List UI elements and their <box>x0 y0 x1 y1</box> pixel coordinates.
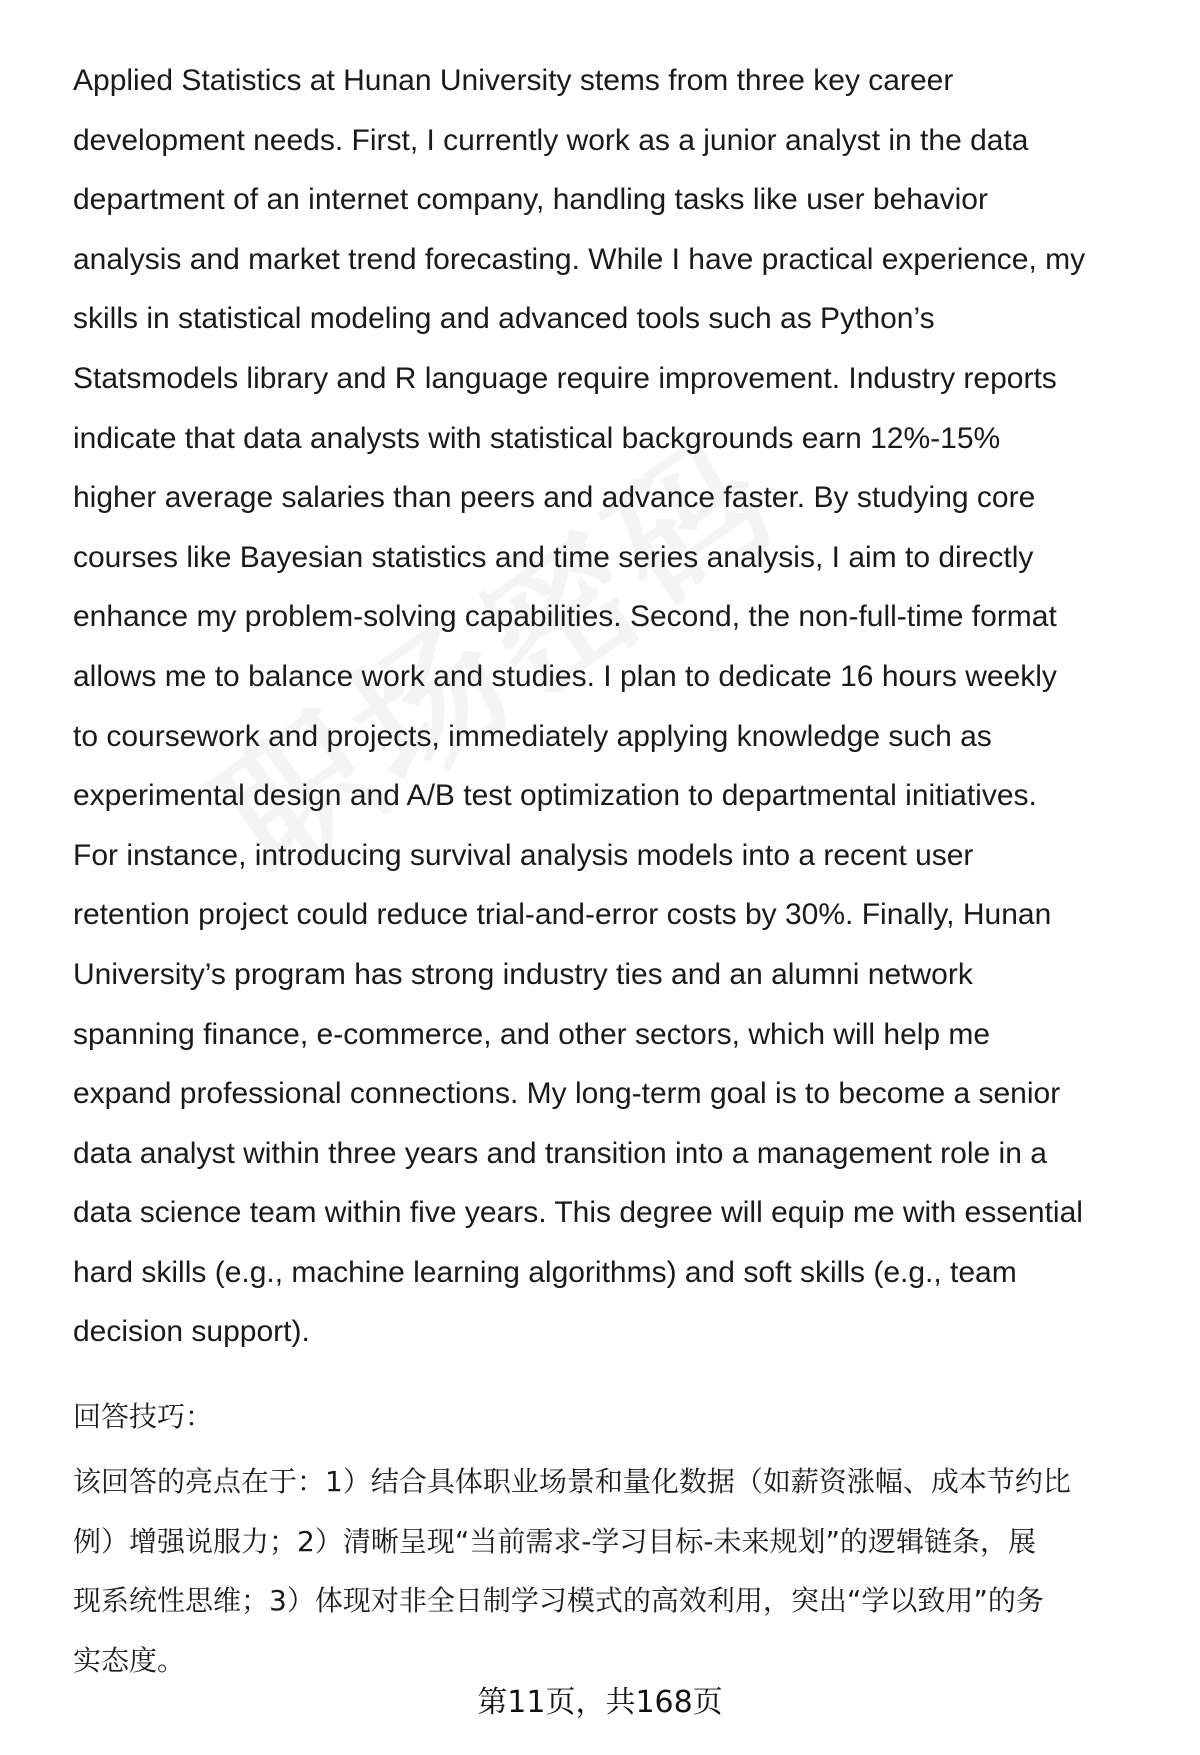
essay-line: data analyst within three years and transition into a management role in a <box>73 1136 1047 1170</box>
essay-line: spanning finance, e-commerce, and other sectors, which will help me <box>73 1017 991 1051</box>
tips-heading: 回答技巧： <box>73 1400 214 1433</box>
essay-line: Applied Statistics at Hunan University stems from three key career <box>73 64 954 97</box>
tips-body <box>73 1452 1163 1690</box>
essay-line: higher average salaries than peers and advance faster. By studying core <box>73 481 1036 515</box>
essay-line: enhance my problem-solving capabilities. Second, the non-full-time format <box>73 600 1057 634</box>
essay-line: to coursework and projects, immediately applying knowledge such as <box>73 719 992 753</box>
essay-text <box>73 51 1163 1362</box>
essay-line: skills in statistical modeling and advanced tools such as Python’s <box>73 302 935 336</box>
essay-line: development needs. First, I currently work as a junior analyst in the data <box>73 123 1029 157</box>
essay-line: experimental design and A/B test optimization to departmental initiatives. <box>73 779 1037 813</box>
essay-line: courses like Bayesian statistics and time series analysis, I aim to directly <box>73 540 1034 574</box>
tips-line: 该回答的亮点在于：1）结合具体职业场景和量化数据（如薪资涨幅、成本节约比 <box>73 1465 1071 1498</box>
tips-line: 实态度。 <box>73 1643 186 1677</box>
tips-line: 现系统性思维；3）体现对非全日制学习模式的高效利用，突出“学以致用”的务 <box>73 1584 1044 1618</box>
essay-line: Statsmodels library and R language require improvement. Industry reports <box>73 361 1057 395</box>
essay-line: University’s program has strong industry ties and an alumni network <box>73 957 973 991</box>
essay-line: expand professional connections. My long-term goal is to become a senior <box>73 1077 1061 1111</box>
essay-line: For instance, introducing survival analysis models into a recent user <box>73 838 974 872</box>
essay-line: indicate that data analysts with statistical backgrounds earn 12%-15% <box>73 421 1001 455</box>
essay-line: hard skills (e.g., machine learning algorithms) and soft skills (e.g., team <box>73 1255 1017 1289</box>
essay-line: data science team within five years. This degree will equip me with essential <box>73 1196 1083 1230</box>
essay-line: analysis and market trend forecasting. While I have practical experience, my <box>73 242 1086 276</box>
essay-line: department of an internet company, handling tasks like user behavior <box>73 183 988 217</box>
page-number-footer: 第11页，共168页 <box>477 1685 723 1720</box>
essay-line: allows me to balance work and studies. I plan to dedicate 16 hours weekly <box>73 659 1057 693</box>
tips-line: 例）增强说服力；2）清晰呈现“当前需求-学习目标-未来规划”的逻辑链条，展 <box>73 1524 1037 1558</box>
essay-line: decision support). <box>73 1315 310 1349</box>
essay-line: retention project could reduce trial-and-error costs by 30%. Finally, Hunan <box>73 898 1052 932</box>
